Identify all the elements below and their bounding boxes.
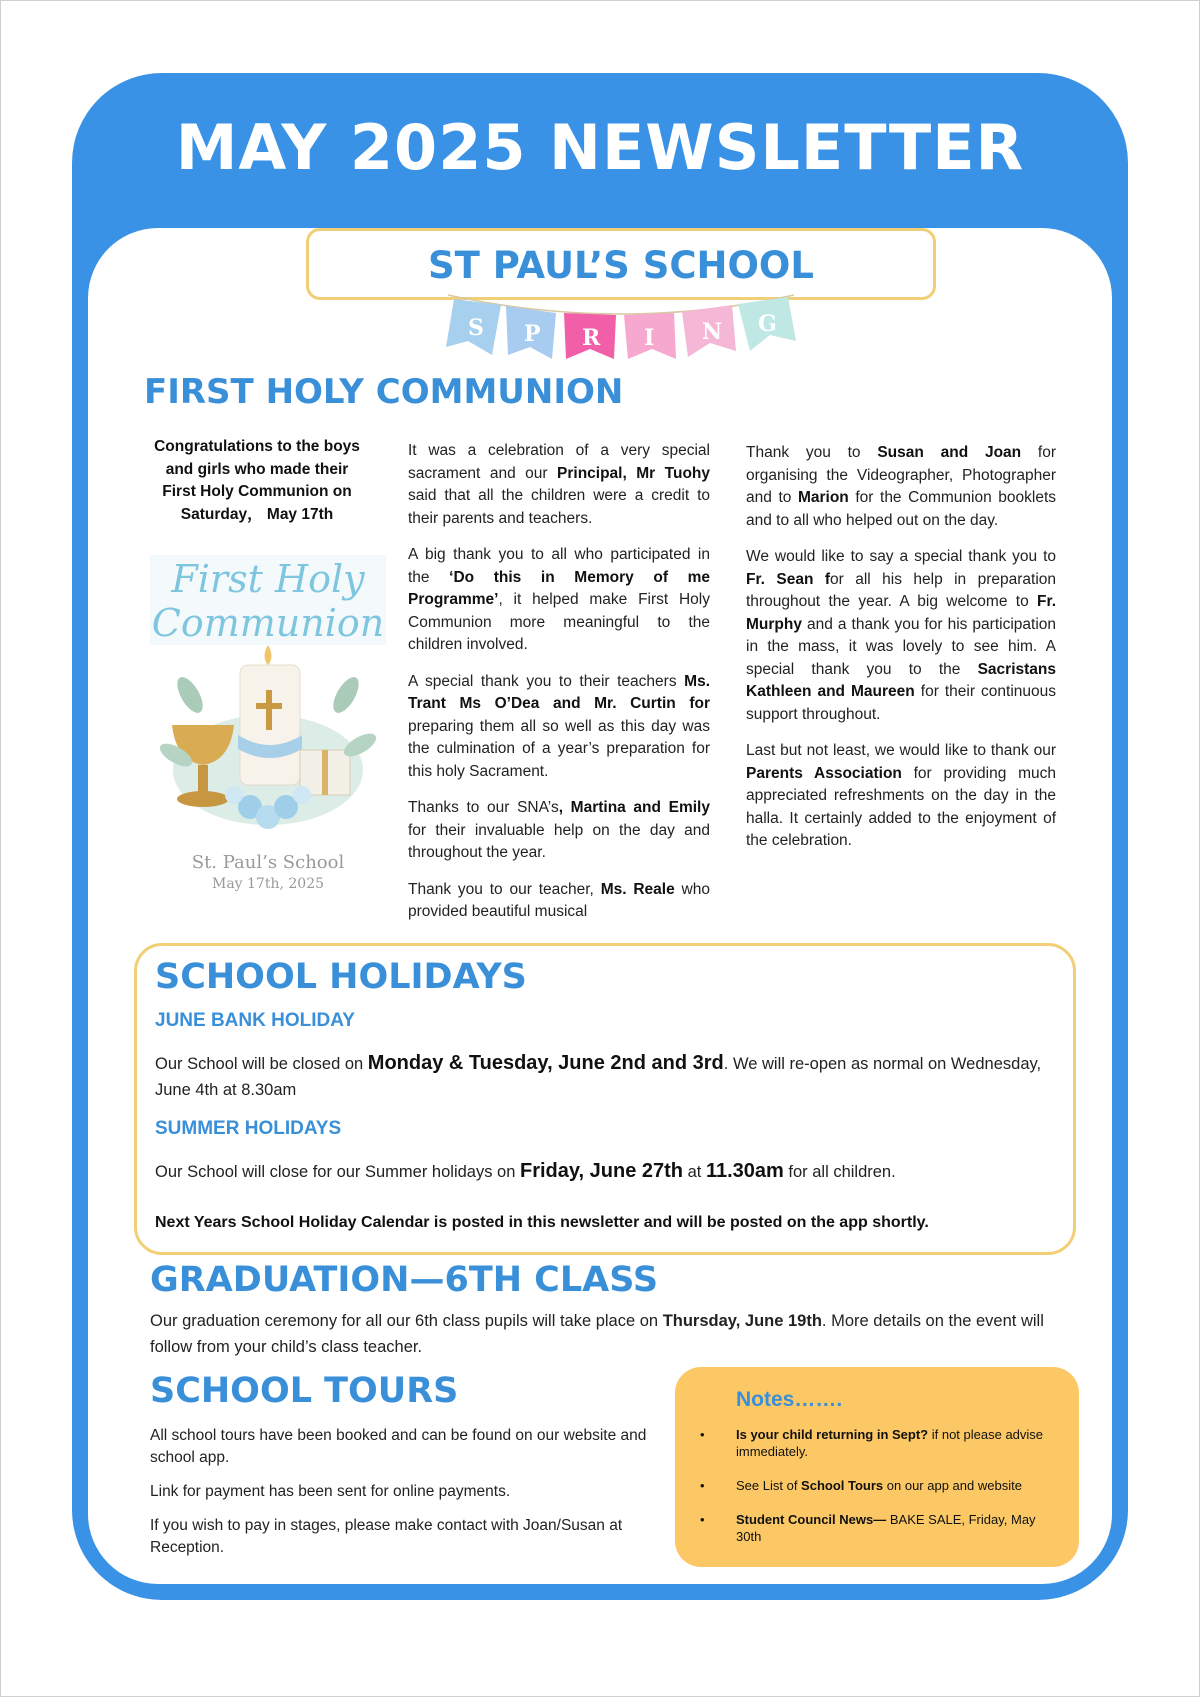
bold-text: Thursday, June 19th (662, 1312, 822, 1330)
text: Thanks to our SNA’s (408, 799, 559, 816)
bunting-flag (682, 305, 736, 357)
bunting-letter: G (758, 311, 777, 337)
text: for all children. (783, 1163, 896, 1181)
bunting-flag (624, 313, 676, 359)
bold-text: 11.30am (705, 1160, 784, 1182)
illustration-title-line: First Holy (171, 557, 365, 601)
bold-text: Friday, June 27th (519, 1160, 683, 1182)
communion-column-3 (746, 442, 1056, 867)
bold-text: Ms. Trant Ms O’Dea and Mr. Curtin for (408, 672, 710, 712)
notes-list (700, 1426, 1052, 1562)
school-name: ST PAUL’S SCHOOL (428, 244, 814, 287)
bullet-icon: • (700, 1427, 705, 1442)
bunting-letter: S (468, 315, 484, 341)
illustration-date: May 17th, 2025 (211, 876, 325, 892)
paragraph (408, 440, 710, 530)
bold-text: Principal, Mr Tuohy (557, 464, 710, 482)
text: Last but not least, we would like to thank our (746, 742, 1056, 759)
bold-text: Student Council News— (736, 1512, 887, 1527)
paragraph (408, 544, 710, 657)
bold-text: Ms. Reale (600, 880, 675, 898)
text: preparing them all so well as this day was the culmination of a year’s preparation for this holy Sacrament. (408, 717, 710, 780)
text: We would like to say a special thank you to (746, 548, 1056, 565)
holidays-title: SCHOOL HOLIDAYS (155, 957, 527, 997)
text: for their continuous support throughout. (746, 683, 1056, 723)
tours-paragraph-3: If you wish to pay in stages, please make contact with Joan/Susan at Reception. (150, 1517, 623, 1556)
bold-text: Fr. Murphy (746, 593, 1056, 633)
list-item (700, 1426, 1052, 1460)
bold-text: Monday & Tuesday, June 2nd and 3rd (367, 1052, 724, 1074)
tours-paragraph-2: Link for payment has been sent for online payments. (150, 1483, 511, 1500)
bullet-icon: • (700, 1512, 705, 1527)
summer-holidays-text (155, 1158, 1060, 1185)
text: Our School will be closed on (155, 1055, 368, 1073)
illustration-title (150, 557, 386, 645)
paragraph (408, 879, 710, 924)
bank-holiday-text (155, 1050, 1060, 1103)
communion-lead: Congratulations to the boys and girls who made their First Holy Communion on Saturday， May 17th (154, 438, 360, 523)
bunting-flag (506, 306, 556, 359)
paragraph (408, 671, 710, 784)
bold-text: Sacristans Kathleen and Maureen (746, 660, 1056, 700)
summer-holidays-title: SUMMER HOLIDAYS (155, 1118, 342, 1139)
text: and a thank you for his participation in the mass, it was lovely to see him. A special thank you to the (746, 615, 1056, 678)
graduation-title: GRADUATION—6TH CLASS (150, 1260, 659, 1300)
text: Our graduation ceremony for all our 6th class pupils will take place on (150, 1312, 663, 1330)
bunting-flag (446, 299, 501, 355)
bunting-letter: R (582, 325, 601, 351)
text: It was a celebration of a very special sacrament and our (408, 442, 710, 482)
bold-text: School Tours (801, 1478, 884, 1493)
text: Our School will close for our Summer holidays on (155, 1163, 520, 1181)
bold-text: Is your child returning in Sept? (736, 1427, 929, 1442)
list-item (700, 1511, 1052, 1545)
newsletter-title: MAY 2025 NEWSLETTER (175, 111, 1025, 184)
text: for organising the Videographer, Photographer and to (746, 444, 1056, 506)
bunting-flag (738, 297, 796, 351)
bold-text: Susan and Joan (877, 444, 1022, 461)
bunting-flag (564, 313, 616, 359)
text: BAKE SALE, Friday, May 30th (736, 1512, 1036, 1544)
bold-text: , Martina and Emily (558, 799, 710, 816)
text: said that all the children were a credit to their parents and teachers. (408, 487, 710, 527)
tours-paragraph-1: All school tours have been booked and can be found on our website and school app. (150, 1427, 647, 1466)
illustration-title-line: Communion (151, 601, 385, 645)
communion-title: FIRST HOLY COMMUNION (144, 372, 624, 412)
bunting-letter: P (524, 321, 541, 347)
paragraph (746, 740, 1056, 853)
paragraph (408, 797, 710, 865)
bunting-letter: N (702, 319, 723, 345)
paragraph (746, 546, 1056, 726)
bold-text: Marion (797, 489, 849, 506)
text: Thank you to (746, 444, 878, 461)
bold-text: Parents Association (746, 764, 902, 782)
calendar-note: Next Years School Holiday Calendar is posted in this newsletter and will be posted on the app shortly. (155, 1214, 929, 1231)
communion-column-2 (408, 440, 710, 938)
text: . More details on the event will follow from your child’s class teacher. (150, 1312, 1044, 1356)
bold-text: ‘Do this in Memory of me Programme’ (408, 568, 710, 608)
text: for providing much appreciated refreshments on the day in the halla. It certainly added to the enjoyment of the celebration. (746, 764, 1057, 849)
bunting-letter: I (644, 325, 655, 351)
text: if not please advise immediately. (736, 1427, 1044, 1459)
text: or all his help in preparation throughout the year. A big welcome to (746, 570, 1057, 610)
notes-title: Notes……. (736, 1388, 843, 1411)
illustration-school: St. Paul’s School (191, 852, 345, 873)
spring-bunting (446, 293, 796, 359)
text: on our app and website (883, 1478, 1022, 1493)
text: for the Communion booklets and to all who helped out on the day. (746, 489, 1057, 529)
text: See List of (736, 1478, 802, 1493)
bold-text: Fr. Sean f (746, 570, 831, 588)
paragraph (746, 442, 1056, 532)
bank-holiday-title: JUNE BANK HOLIDAY (155, 1010, 355, 1031)
graduation-text (150, 1308, 1075, 1360)
text: , it helped make First Holy Communion more meaningful to the children involved. (408, 591, 710, 653)
candle-icon (238, 645, 302, 785)
tours-title: SCHOOL TOURS (150, 1371, 459, 1411)
text: who provided beautiful musical (408, 880, 710, 920)
bullet-icon: • (700, 1478, 705, 1493)
text: A big thank you to all who participated in the (408, 546, 710, 586)
text: for their invaluable help on the day and throughout the year. (408, 821, 710, 861)
text: . We will re-open as normal on Wednesday, June 4th at 8.30am (155, 1055, 1042, 1099)
text: Thank you to our teacher, (408, 880, 601, 898)
text: at (683, 1163, 706, 1181)
text: A special thank you to their teachers (408, 672, 685, 690)
list-item (700, 1477, 1052, 1494)
